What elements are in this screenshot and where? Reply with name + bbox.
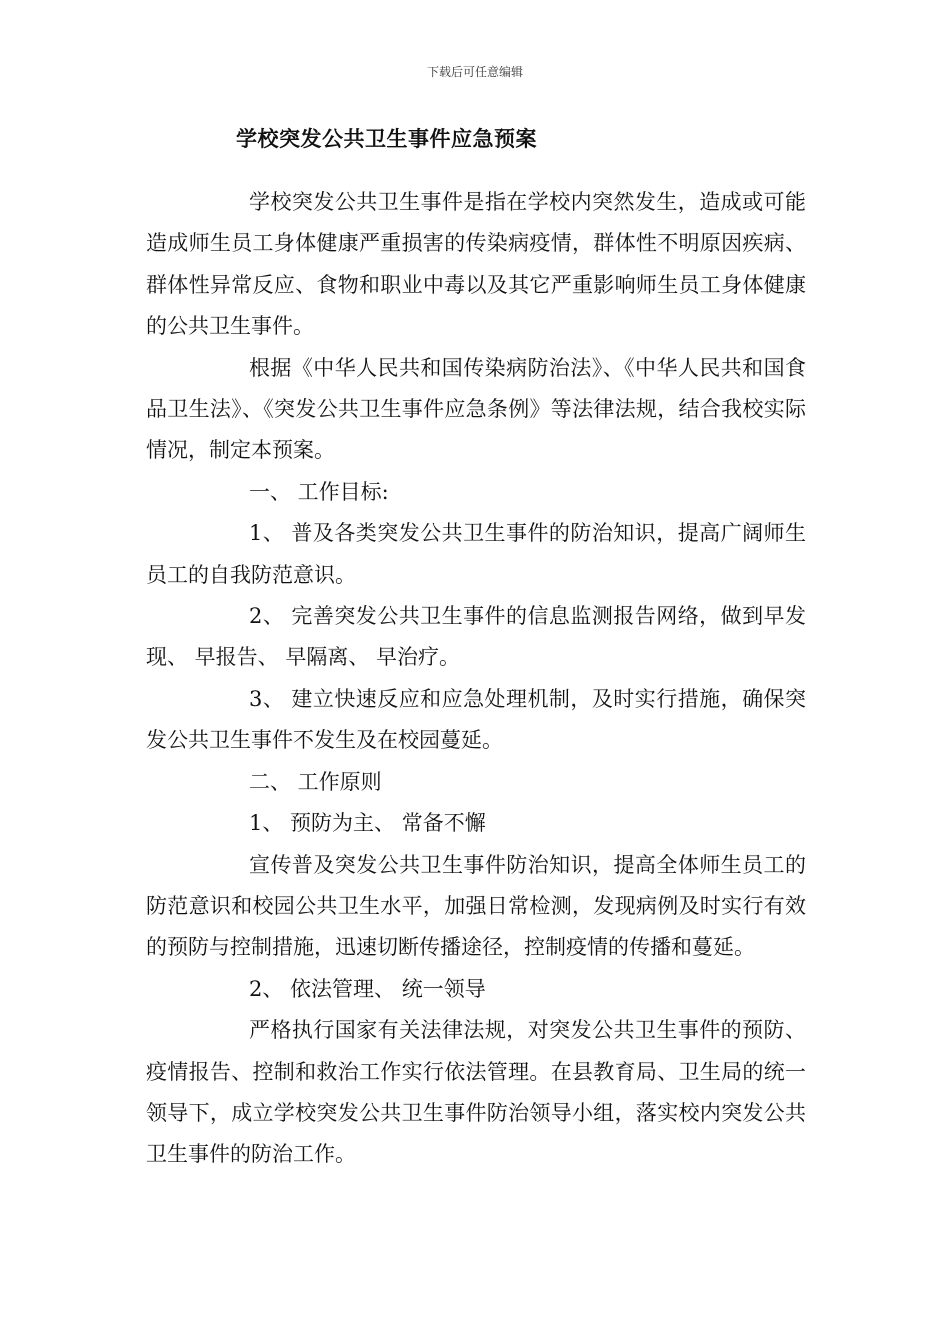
- principle-text-1: 宣传普及突发公共卫生事件防治知识，提高全体师生员工的防范意识和校园公共卫生水平，加强日常检测，发现病例及时实行有效的预防与控制措施，迅速切断传播途径，控制疫情的传播和蔓延。: [146, 852, 806, 960]
- document-body: [146, 182, 806, 1176]
- section-heading-principles: 二、 工作原则: [249, 769, 382, 794]
- paragraph-definition: 学校突发公共卫生事件是指在学校内突然发生，造成或可能造成师生员工身体健康严重损害的传染病疫情，群体性不明原因疾病、群体性异常反应、食物和职业中毒以及其它严重影响师生员工身体健康的公共卫生事件。: [146, 190, 806, 339]
- page-header-note: 下载后可任意编辑: [426, 65, 523, 79]
- section-heading-goals: 一、 工作目标:: [249, 479, 389, 504]
- goal-item-3: 3、 建立快速反应和应急处理机制，及时实行措施，确保突发公共卫生事件不发生及在校园蔓延。: [146, 686, 806, 753]
- paragraph-legal-basis: 根据《中华人民共和国传染病防治法》、《中华人民共和国食品卫生法》、《突发公共卫生事件应急条例》等法律法规，结合我校实际情况，制定本预案。: [146, 355, 806, 463]
- goal-item-1: 1、 普及各类突发公共卫生事件的防治知识，提高广阔师生员工的自我防范意识。: [146, 521, 806, 587]
- principle-heading-1: 1、 预防为主、 常备不懈: [249, 811, 486, 836]
- principle-heading-2: 2、 依法管理、 统一领导: [249, 976, 486, 1001]
- principle-text-2: 严格执行国家有关法律法规，对突发公共卫生事件的预防、疫情报告、控制和救治工作实行依法管理。在县教育局、卫生局的统一领导下，成立学校突发公共卫生事件防治领导小组，落实校内突发公共卫生事件的防治工作。: [146, 1018, 806, 1167]
- document-title: 学校突发公共卫生事件应急预案: [236, 126, 537, 151]
- goal-item-2: 2、 完善突发公共卫生事件的信息监测报告网络，做到早发现、 早报告、 早隔离、 早治疗。: [146, 604, 806, 670]
